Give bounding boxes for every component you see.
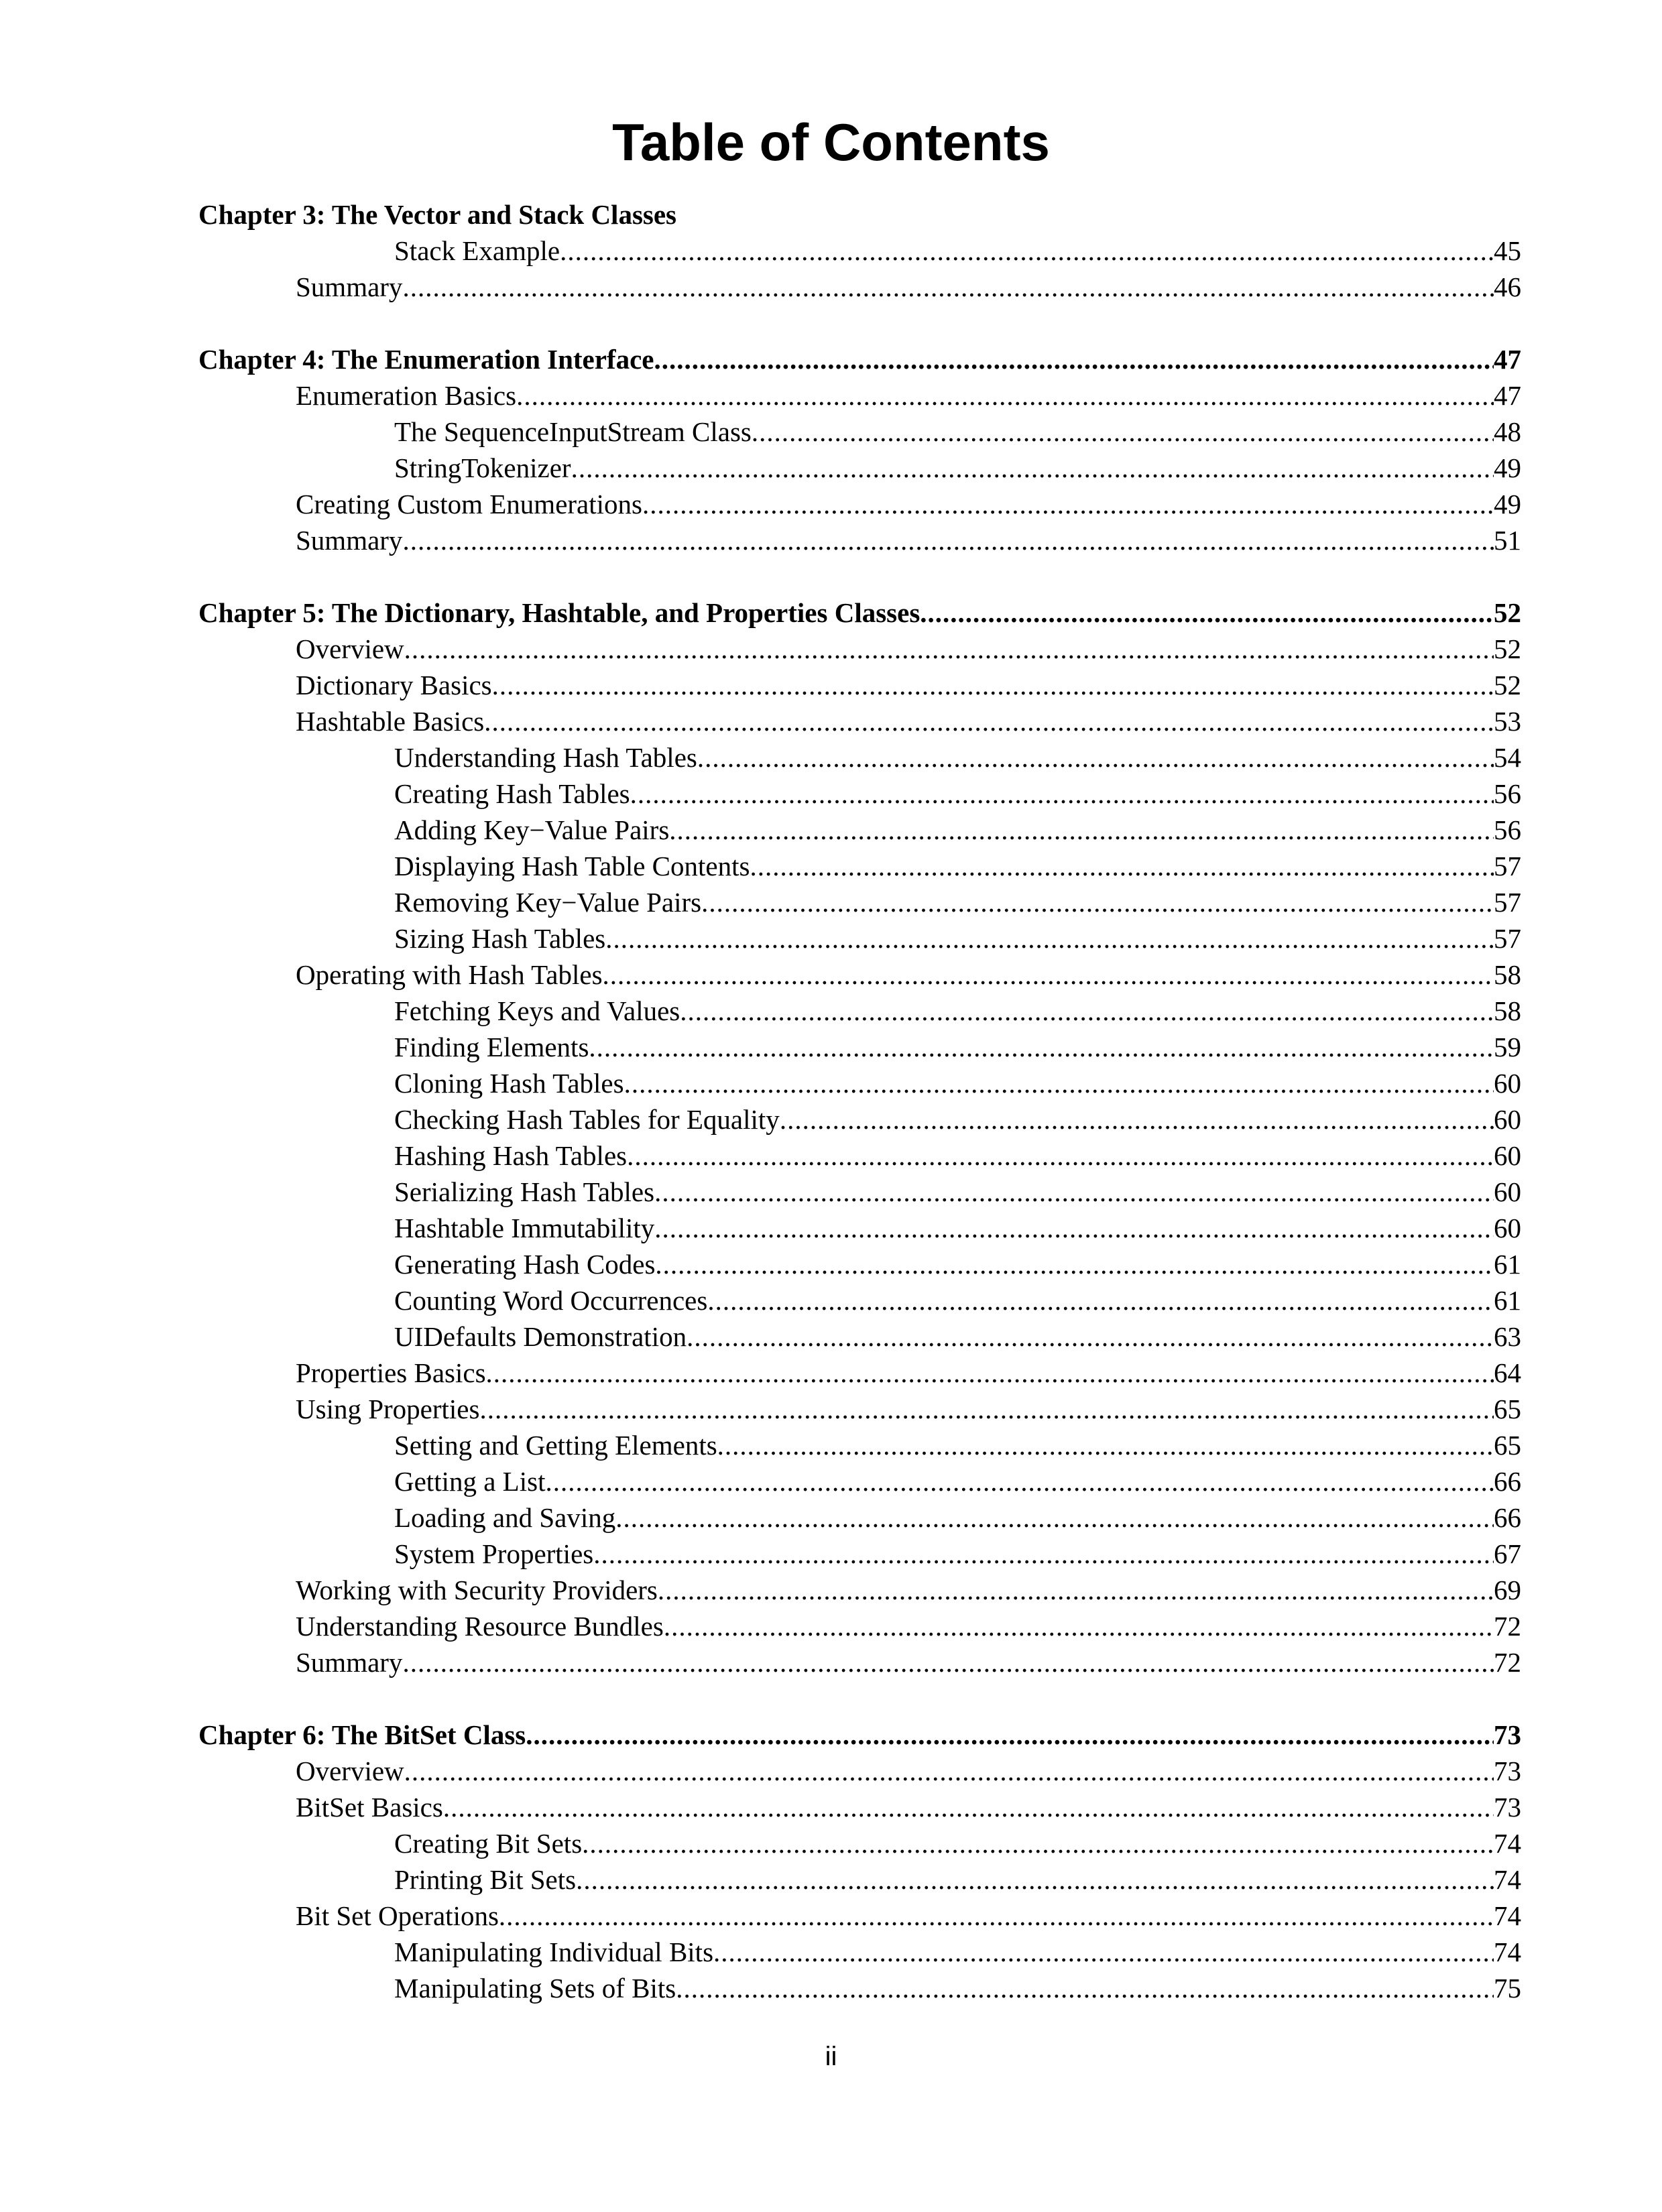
toc-entry-title: Dictionary Basics bbox=[296, 670, 492, 700]
toc-entry-title: Bit Set Operations bbox=[296, 1900, 499, 1931]
toc-entry-page: 60 bbox=[1494, 1213, 1521, 1243]
dot-leader bbox=[642, 486, 1494, 522]
toc-entry-title: System Properties bbox=[394, 1538, 594, 1569]
toc-entry-title: Overview bbox=[296, 633, 404, 664]
dot-leader bbox=[499, 1898, 1494, 1934]
toc-subsection[interactable] bbox=[394, 1138, 1521, 1174]
dot-leader bbox=[402, 1644, 1494, 1680]
toc-entry-title: Hashtable Basics bbox=[296, 706, 485, 737]
dot-leader bbox=[687, 1318, 1494, 1355]
toc-entry-page: 49 bbox=[1494, 452, 1521, 483]
toc-entry-page: 61 bbox=[1494, 1285, 1521, 1316]
toc-entry-title: Operating with Hash Tables bbox=[296, 959, 603, 990]
dot-leader bbox=[404, 631, 1494, 667]
toc-entry-title: Stack Example bbox=[394, 235, 560, 266]
dot-leader bbox=[576, 1861, 1494, 1898]
toc-subsection[interactable] bbox=[394, 1318, 1521, 1355]
toc-subsection[interactable] bbox=[394, 1246, 1521, 1282]
dot-leader bbox=[486, 1355, 1494, 1391]
toc-entry-page: 58 bbox=[1494, 995, 1521, 1026]
toc-subsection[interactable] bbox=[394, 848, 1521, 884]
toc-entry-title: Serializing Hash Tables bbox=[394, 1176, 655, 1207]
dot-leader bbox=[582, 1825, 1494, 1861]
toc-entry-page: 67 bbox=[1494, 1538, 1521, 1569]
toc-section[interactable] bbox=[296, 1355, 1521, 1391]
toc-entry-page: 73 bbox=[1494, 1756, 1521, 1786]
toc-entry-page: 72 bbox=[1494, 1647, 1521, 1678]
toc-chapter[interactable] bbox=[198, 341, 1521, 377]
toc-section[interactable] bbox=[296, 1644, 1521, 1680]
toc-entry-page: 60 bbox=[1494, 1140, 1521, 1171]
toc-section[interactable] bbox=[296, 957, 1521, 993]
toc-chapter[interactable] bbox=[198, 595, 1521, 631]
toc-subsection[interactable] bbox=[394, 1101, 1521, 1138]
toc-entry-title: Using Properties bbox=[296, 1394, 480, 1424]
dot-leader bbox=[627, 1138, 1494, 1174]
toc-entry-page: 53 bbox=[1494, 706, 1521, 737]
toc-entry-title: Getting a List bbox=[394, 1466, 546, 1497]
dot-leader bbox=[605, 920, 1494, 957]
dot-leader bbox=[402, 522, 1494, 558]
toc-entry-page: 52 bbox=[1494, 597, 1521, 628]
toc-entry-title: Summary bbox=[296, 1647, 403, 1678]
toc-entry-page: 49 bbox=[1494, 489, 1521, 519]
toc-section[interactable] bbox=[296, 1898, 1521, 1934]
dot-leader bbox=[707, 1282, 1494, 1318]
dot-leader bbox=[571, 450, 1494, 486]
toc-entry-title: The SequenceInputStream Class bbox=[394, 416, 752, 447]
toc-subsection[interactable] bbox=[394, 1282, 1521, 1318]
toc-entry-page: 52 bbox=[1494, 670, 1521, 700]
toc-subsection[interactable] bbox=[394, 233, 1521, 269]
toc-entry-title: Loading and Saving bbox=[394, 1502, 616, 1533]
toc-entry-page: 51 bbox=[1494, 525, 1521, 556]
dot-leader bbox=[624, 1065, 1494, 1101]
dot-leader bbox=[615, 1499, 1494, 1536]
toc-entry-title: Removing Key−Value Pairs bbox=[394, 887, 702, 918]
toc-entry-page: 45 bbox=[1494, 235, 1521, 266]
dot-leader bbox=[669, 812, 1494, 848]
toc-subsection[interactable] bbox=[394, 450, 1521, 486]
toc-entry-title: Understanding Resource Bundles bbox=[296, 1611, 664, 1642]
toc-entry-page: 75 bbox=[1494, 1973, 1521, 2004]
dot-leader bbox=[676, 1970, 1494, 2006]
toc-entry-page: 66 bbox=[1494, 1466, 1521, 1497]
toc-entry-title: Summary bbox=[296, 525, 403, 556]
toc-entry-title: Chapter 6: The BitSet Class bbox=[198, 1719, 526, 1750]
toc-entry-title: BitSet Basics bbox=[296, 1792, 443, 1823]
toc-entry-page: 59 bbox=[1494, 1032, 1521, 1062]
toc-section[interactable] bbox=[296, 667, 1521, 703]
dot-leader bbox=[589, 1029, 1494, 1065]
toc-subsection[interactable] bbox=[394, 776, 1521, 812]
toc-entry-title: Setting and Getting Elements bbox=[394, 1430, 717, 1461]
toc-entry-page: 60 bbox=[1494, 1104, 1521, 1135]
toc-entry-page: 57 bbox=[1494, 923, 1521, 954]
toc-entry-title: Manipulating Sets of Bits bbox=[394, 1973, 676, 2004]
dot-leader bbox=[717, 1427, 1494, 1463]
toc-section[interactable] bbox=[296, 377, 1521, 414]
toc-entry-page: 74 bbox=[1494, 1864, 1521, 1895]
toc-subsection[interactable] bbox=[394, 1861, 1521, 1898]
toc-chapter[interactable] bbox=[198, 1717, 1521, 1753]
toc-entry-page: 65 bbox=[1494, 1394, 1521, 1424]
dot-leader bbox=[780, 1101, 1494, 1138]
dot-leader bbox=[701, 884, 1494, 920]
dot-leader bbox=[654, 1210, 1494, 1246]
toc-subsection[interactable] bbox=[394, 1065, 1521, 1101]
toc-entry-title: Creating Hash Tables bbox=[394, 778, 630, 809]
toc-entry-page: 65 bbox=[1494, 1430, 1521, 1461]
toc-entry-page: 47 bbox=[1494, 344, 1521, 375]
toc-entry-page: 58 bbox=[1494, 959, 1521, 990]
toc-entry-page: 63 bbox=[1494, 1321, 1521, 1352]
toc-entry-page: 57 bbox=[1494, 851, 1521, 881]
toc-entry-title: Printing Bit Sets bbox=[394, 1864, 577, 1895]
toc-entry-page: 74 bbox=[1494, 1900, 1521, 1931]
toc-section[interactable] bbox=[296, 631, 1521, 667]
toc-entry-title: Sizing Hash Tables bbox=[394, 923, 606, 954]
toc-subsection[interactable] bbox=[394, 1210, 1521, 1246]
page-number: ii bbox=[825, 2042, 837, 2071]
dot-leader bbox=[630, 776, 1494, 812]
toc-subsection[interactable] bbox=[394, 1427, 1521, 1463]
toc-entry-page: 56 bbox=[1494, 814, 1521, 845]
toc-entry-page: 46 bbox=[1494, 271, 1521, 302]
toc-entry-title: Summary bbox=[296, 271, 403, 302]
toc-section[interactable] bbox=[296, 1608, 1521, 1644]
dot-leader bbox=[492, 667, 1494, 703]
dot-leader bbox=[404, 1753, 1494, 1789]
toc-section[interactable] bbox=[296, 703, 1521, 739]
dot-leader bbox=[479, 1391, 1494, 1427]
toc-entry-title: Hashing Hash Tables bbox=[394, 1140, 628, 1171]
toc-entry-title: Adding Key−Value Pairs bbox=[394, 814, 670, 845]
toc-entry-title: Fetching Keys and Values bbox=[394, 995, 680, 1026]
toc-entry-page: 47 bbox=[1494, 380, 1521, 411]
toc-entry-page: 57 bbox=[1494, 887, 1521, 918]
page-title: Table of Contents bbox=[612, 113, 1050, 172]
toc-entry-title: Manipulating Individual Bits bbox=[394, 1937, 714, 1967]
toc-subsection[interactable] bbox=[394, 993, 1521, 1029]
toc-entry-title: UIDefaults Demonstration bbox=[394, 1321, 687, 1352]
dot-leader bbox=[658, 1572, 1494, 1608]
toc-subsection[interactable] bbox=[394, 1463, 1521, 1499]
toc-entry-page: 54 bbox=[1494, 742, 1521, 773]
toc-entry-title: Chapter 5: The Dictionary, Hashtable, and Properties Classes bbox=[198, 597, 921, 628]
toc-entry-title: Working with Security Providers bbox=[296, 1575, 658, 1605]
toc-subsection[interactable] bbox=[394, 1174, 1521, 1210]
toc-entry-title: Properties Basics bbox=[296, 1357, 486, 1388]
toc-entry-title: Displaying Hash Table Contents bbox=[394, 851, 750, 881]
dot-leader bbox=[920, 595, 1494, 631]
toc-subsection[interactable] bbox=[394, 812, 1521, 848]
toc-entry-title: Creating Custom Enumerations bbox=[296, 489, 642, 519]
toc-section[interactable] bbox=[296, 269, 1521, 305]
toc-entry-title: Hashtable Immutability bbox=[394, 1213, 655, 1243]
dot-leader bbox=[443, 1789, 1494, 1825]
toc-entry-title: Understanding Hash Tables bbox=[394, 742, 697, 773]
toc-entry-page: 60 bbox=[1494, 1176, 1521, 1207]
dot-leader bbox=[654, 1174, 1494, 1210]
toc-entry-title: Enumeration Basics bbox=[296, 380, 517, 411]
dot-leader bbox=[680, 993, 1494, 1029]
toc-entry-page: 61 bbox=[1494, 1249, 1521, 1280]
dot-leader bbox=[713, 1934, 1494, 1970]
toc-subsection[interactable] bbox=[394, 1499, 1521, 1536]
toc-entry-page: 64 bbox=[1494, 1357, 1521, 1388]
toc-section[interactable] bbox=[296, 522, 1521, 558]
toc-subsection[interactable] bbox=[394, 1934, 1521, 1970]
toc-subsection[interactable] bbox=[394, 1536, 1521, 1572]
toc-entry-page: 73 bbox=[1494, 1719, 1521, 1750]
dot-leader bbox=[516, 377, 1494, 414]
toc-entry-title: Overview bbox=[296, 1756, 404, 1786]
toc-entry-page: 74 bbox=[1494, 1937, 1521, 1967]
toc-entry-page: 72 bbox=[1494, 1611, 1521, 1642]
toc-entry-title: Chapter 4: The Enumeration Interface bbox=[198, 344, 654, 375]
dot-leader bbox=[654, 341, 1494, 377]
toc-entry-page: 52 bbox=[1494, 633, 1521, 664]
toc-entry-page: 74 bbox=[1494, 1828, 1521, 1859]
toc-section[interactable] bbox=[296, 486, 1521, 522]
toc-subsection[interactable] bbox=[394, 414, 1521, 450]
toc-subsection[interactable] bbox=[394, 1970, 1521, 2006]
toc-subsection[interactable] bbox=[394, 920, 1521, 957]
toc-entry-title: StringTokenizer bbox=[394, 452, 571, 483]
toc-subsection[interactable] bbox=[394, 884, 1521, 920]
toc-entry-page: 60 bbox=[1494, 1068, 1521, 1099]
toc-section[interactable] bbox=[296, 1789, 1521, 1825]
toc-entry-page: 66 bbox=[1494, 1502, 1521, 1533]
dot-leader bbox=[484, 703, 1494, 739]
dot-leader bbox=[603, 957, 1494, 993]
toc-subsection[interactable] bbox=[394, 739, 1521, 776]
dot-leader bbox=[526, 1717, 1494, 1753]
toc-subsection[interactable] bbox=[394, 1029, 1521, 1065]
dot-leader bbox=[664, 1608, 1494, 1644]
dot-leader bbox=[655, 1246, 1494, 1282]
toc-entry-page: 56 bbox=[1494, 778, 1521, 809]
toc-entry-page: 73 bbox=[1494, 1792, 1521, 1823]
toc-entry-title: Cloning Hash Tables bbox=[394, 1068, 624, 1099]
dot-leader bbox=[560, 233, 1494, 269]
toc-entry-title: Chapter 3: The Vector and Stack Classes bbox=[198, 199, 677, 230]
dot-leader bbox=[545, 1463, 1494, 1499]
dot-leader bbox=[402, 269, 1494, 305]
toc-entry-title: Counting Word Occurrences bbox=[394, 1285, 708, 1316]
dot-leader bbox=[752, 414, 1494, 450]
toc-subsection[interactable] bbox=[394, 1825, 1521, 1861]
toc-entry-page: 48 bbox=[1494, 416, 1521, 447]
toc-section[interactable] bbox=[296, 1391, 1521, 1427]
toc-section[interactable] bbox=[296, 1572, 1521, 1608]
toc-entry-page: 69 bbox=[1494, 1575, 1521, 1605]
toc-entry-title: Finding Elements bbox=[394, 1032, 589, 1062]
toc-entry-title: Creating Bit Sets bbox=[394, 1828, 583, 1859]
toc-section[interactable] bbox=[296, 1753, 1521, 1789]
toc-chapter[interactable] bbox=[198, 196, 1521, 233]
toc-entry-title: Checking Hash Tables for Equality bbox=[394, 1104, 780, 1135]
dot-leader bbox=[593, 1536, 1494, 1572]
dot-leader bbox=[750, 848, 1494, 884]
dot-leader bbox=[697, 739, 1494, 776]
toc-entry-title: Generating Hash Codes bbox=[394, 1249, 656, 1280]
